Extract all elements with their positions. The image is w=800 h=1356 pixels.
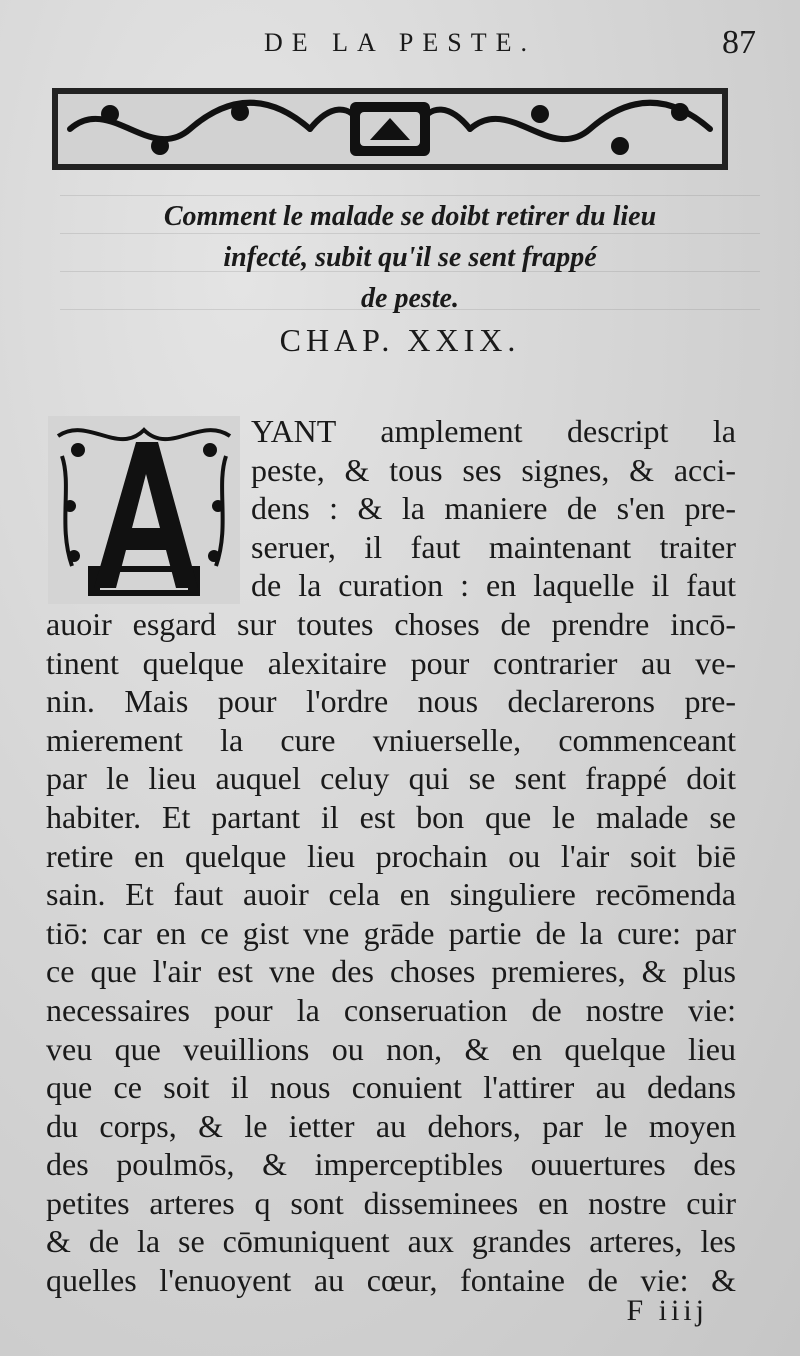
text-line: du corps, & le ietter au dehors, par le moyen <box>46 1107 736 1144</box>
text-line: tinent quelque alexitaire pour contrarier au ve- <box>46 644 736 681</box>
text-line: necessaires pour la conseruation de nostre vie: <box>46 991 736 1028</box>
running-title: DE LA PESTE. <box>264 28 536 57</box>
text-line: retire en quelque lieu prochain ou l'air soit biē <box>46 837 736 874</box>
chapter-title-line: infecté, subit qu'il se sent frappé <box>223 242 597 273</box>
text-line: par le lieu auquel celuy qui se sent frappé doit <box>46 760 736 797</box>
signature-mark: F iiij <box>626 1294 708 1327</box>
decorated-initial-a-icon <box>48 416 240 604</box>
text-line: ce que l'air est vne des choses premieres, & plus <box>46 953 736 990</box>
text-line: tiō: car en ce gist vne grāde partie de la cure: par <box>46 914 736 951</box>
page-number: 87 <box>722 24 756 61</box>
floral-headpiece-ornament-icon <box>50 84 730 174</box>
text-line: auoir esgard sur toutes choses de prendre incō- <box>46 605 736 642</box>
text-line: & de la se cōmuniquent aux grandes arteres, les <box>46 1223 736 1260</box>
text-line: des poulmōs, & imperceptibles ouuertures des <box>46 1146 736 1183</box>
text-line: YANT amplement descript la <box>251 413 736 449</box>
text-line: mierement la cure vniuerselle, commenceant <box>46 721 736 758</box>
text-line: de la curation : en laquelle il faut <box>251 567 736 604</box>
text-line: petites arteres q sont disseminees en nostre cuir <box>46 1184 736 1221</box>
text-line: dens : & la maniere de s'en pre- <box>251 490 736 527</box>
text-line: peste, & tous ses signes, & acci- <box>251 451 736 488</box>
text-line: nin. Mais pour l'ordre nous declarerons pre- <box>46 683 736 720</box>
text-line: quelles l'enuoyent au cœur, fontaine de vie: & <box>46 1262 736 1299</box>
text-line: habiter. Et partant il est bon que le malade se <box>46 798 736 835</box>
chapter-title-line: de peste. <box>361 283 459 314</box>
text-line: sain. Et faut auoir cela en singuliere recōmenda <box>46 876 736 913</box>
chapter-number: CHAP. XXIX. <box>279 322 521 358</box>
text-line: que ce soit il nous conuient l'attirer au dedans <box>46 1069 736 1106</box>
chapter-title <box>100 196 720 319</box>
text-line: veu que veuillions ou non, & en quelque lieu <box>46 1030 736 1067</box>
text-line: seruer, il faut maintenant traiter <box>251 528 736 565</box>
chapter-title-line: Comment le malade se doibt retirer du lieu <box>163 201 657 232</box>
